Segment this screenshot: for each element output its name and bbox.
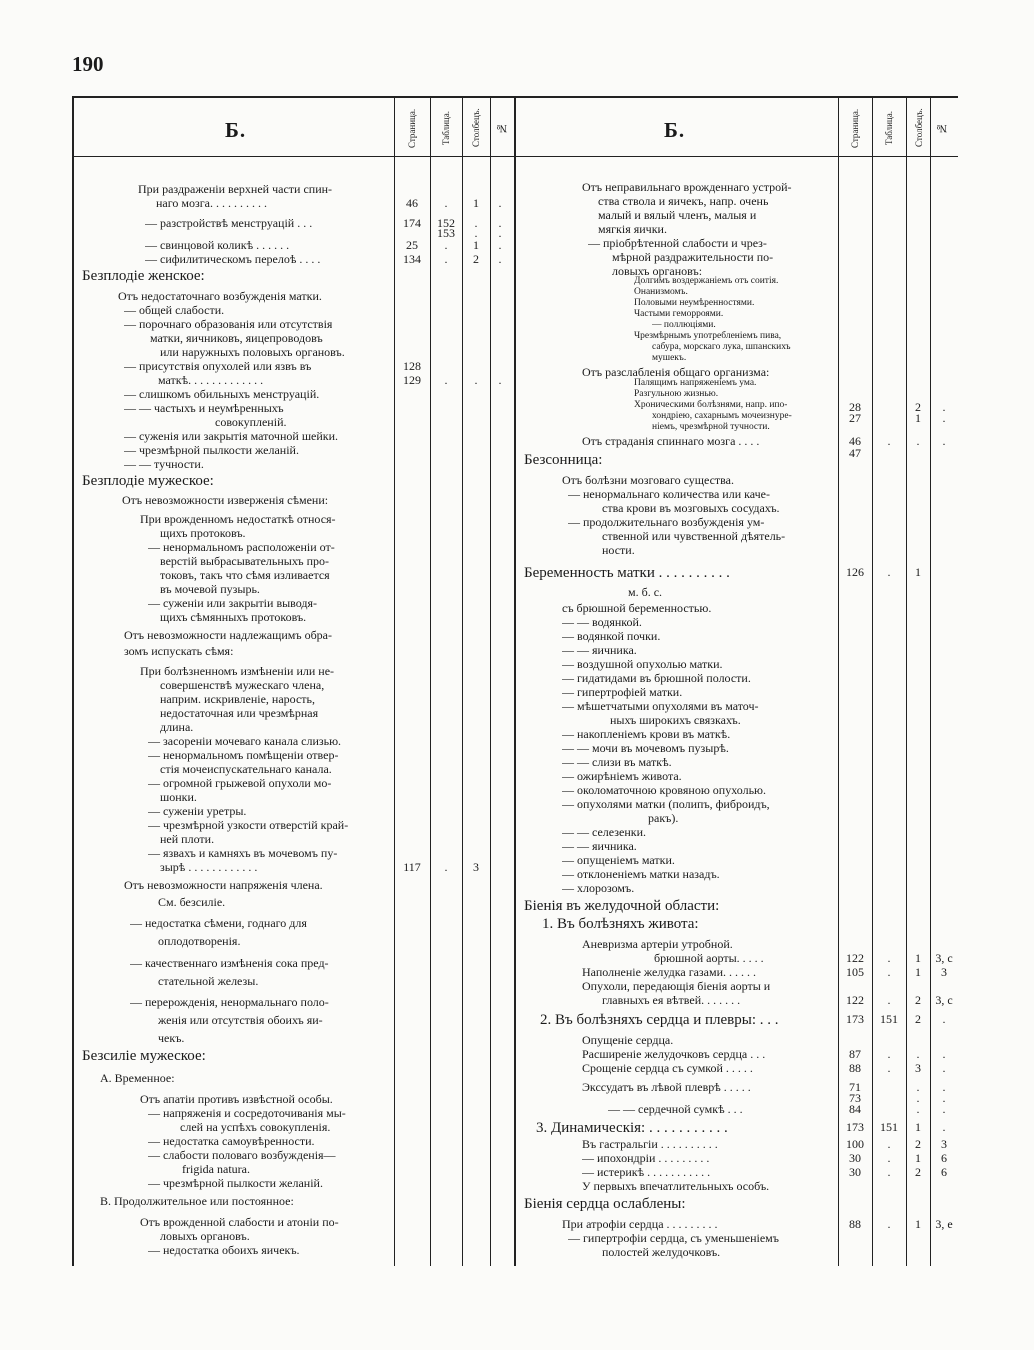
- entry-text: Отъ невозможности надлежащимъ обра-: [124, 628, 332, 642]
- entry-number: 6: [941, 1165, 947, 1179]
- col-header-page: Страница.: [850, 108, 860, 148]
- entry-column: .: [916, 434, 920, 448]
- entry-number: 3, e: [935, 1217, 953, 1231]
- entry-text: При атрофіи сердца . . . . . . . . .: [562, 1217, 718, 1231]
- entry-column: 1: [915, 565, 921, 579]
- entry-page: 30: [849, 1151, 861, 1165]
- entry-table: .: [444, 238, 448, 252]
- table-left-rule: [72, 96, 74, 1266]
- col-header-column: Столбецъ.: [914, 108, 924, 148]
- section-letter-right: Б.: [664, 118, 686, 142]
- entry-text: — пріобрѣтенной слабости и чрез-: [588, 236, 767, 250]
- entry-text: длина.: [160, 720, 194, 734]
- entry-text: Отъ разслабленія общаго организма:: [582, 365, 770, 379]
- entry-text: — ожирѣніемъ живота.: [562, 769, 682, 783]
- entry-text: — воздушной опухолью матки.: [562, 657, 723, 671]
- entry-text: — засореніи мочеваго канала слизью.: [148, 734, 342, 748]
- page-number: 190: [72, 52, 104, 76]
- entry-page: 30: [849, 1165, 861, 1179]
- col-header-column: Столбецъ.: [471, 108, 481, 148]
- entry-text: — общей слабости.: [124, 303, 225, 317]
- entry-text: При раздраженіи верхней части спин-: [138, 182, 333, 196]
- entry-text: мѣрной раздражительности по-: [612, 250, 774, 264]
- entry-page: 73: [849, 1091, 861, 1105]
- entry-text: Половыми неумѣренностями.: [634, 298, 755, 308]
- entry-text: — — тучности.: [124, 457, 204, 471]
- entry-table: .: [887, 965, 891, 979]
- entry-table: 153: [437, 226, 455, 240]
- entry-column: 2: [473, 252, 479, 266]
- entry-page: 129: [403, 373, 421, 387]
- entry-table: .: [887, 993, 891, 1007]
- entry-table: .: [887, 1217, 891, 1231]
- entry-column: .: [916, 1102, 920, 1116]
- entry-text: щихъ сѣмянныхъ протоковъ.: [160, 610, 307, 624]
- entry-column: 3: [473, 860, 479, 874]
- entry-text: Наполненіе желудка газами. . . . . .: [582, 965, 757, 979]
- entry-text: Отъ невозможности изверженія сѣмени:: [122, 493, 329, 507]
- entry-text: Частыми геморроями.: [634, 309, 724, 319]
- entry-text: — недостатка обоихъ яичекъ.: [148, 1243, 300, 1257]
- entry-text: полостей желудочковъ.: [602, 1245, 721, 1259]
- entry-text: 2. Въ болѣзняхъ сердца и плевры: . . .: [540, 1012, 779, 1028]
- entry-page: 88: [849, 1061, 861, 1075]
- entry-page: 71: [849, 1080, 861, 1094]
- entry-column: 1: [915, 965, 921, 979]
- entry-table: .: [887, 1137, 891, 1151]
- entry-text: ней плоти.: [160, 832, 215, 846]
- entry-text: — слишкомъ обильныхъ менструацій.: [124, 387, 320, 401]
- entry-text: — — селезенки.: [562, 825, 646, 839]
- entry-text: — опухолями матки (полипъ, фиброидъ,: [562, 797, 770, 811]
- entry-text: ственной или чувственной дѣятель-: [602, 529, 786, 543]
- entry-text: ловыхъ органовъ.: [160, 1229, 250, 1243]
- entry-text: стія мочеиспускательнаго канала.: [160, 762, 332, 776]
- entry-text: — — яичника.: [562, 643, 637, 657]
- entry-text: Отъ страданія спиннаго мозга . . . .: [582, 434, 760, 448]
- entry-page: 174: [403, 216, 421, 230]
- entry-text: Срощеніе сердца съ сумкой . . . . .: [582, 1061, 753, 1075]
- entry-page: 88: [849, 1217, 861, 1231]
- entry-text: сабура, морскаго лука, шпанскихъ: [652, 342, 791, 352]
- entry-table: .: [444, 373, 448, 387]
- entry-column: 1: [473, 196, 479, 210]
- entry-number: .: [498, 216, 502, 230]
- entry-number: .: [498, 373, 502, 387]
- entry-number: .: [942, 434, 946, 448]
- entry-text: малый и вялый членъ, малыя и: [598, 208, 757, 222]
- entry-text: мягкія яички.: [598, 222, 667, 236]
- entry-text: недостаточная или чрезмѣрная: [160, 706, 319, 720]
- entry-text: — суженіи уретры.: [148, 804, 247, 818]
- entry-text: Аневризма артеріи утробной.: [582, 937, 733, 951]
- entry-text: маткѣ. . . . . . . . . . . . .: [158, 373, 264, 387]
- entry-text: Онанизмомъ.: [634, 287, 688, 297]
- entry-number: 3: [941, 965, 947, 979]
- entry-text: — недостатка сѣмени, годнаго для: [130, 916, 307, 930]
- section-letter-left: Б.: [225, 118, 247, 142]
- entry-text: совершенствѣ мужескаго члена,: [160, 678, 325, 692]
- entry-text: — гидатидами въ брюшной полости.: [562, 671, 751, 685]
- entry-text: — суженія или закрытія маточной шейки.: [124, 429, 339, 443]
- entry-text: — — водянкой.: [562, 615, 642, 629]
- entry-text: — перерожденія, ненормальнаго поло-: [130, 995, 329, 1009]
- left-col-rule: [490, 96, 491, 1266]
- entry-text: въ мочевой пузырь.: [160, 582, 260, 596]
- entry-number: .: [942, 1061, 946, 1075]
- entry-column: 1: [915, 1120, 921, 1134]
- entry-number: .: [498, 252, 502, 266]
- entry-text: Опущеніе сердца.: [582, 1033, 674, 1047]
- entry-text: А. Временное:: [100, 1071, 175, 1085]
- entry-column: 2: [915, 400, 921, 414]
- entry-text: — ненормальнаго количества или каче-: [568, 487, 770, 501]
- entry-column: 2: [915, 1012, 921, 1026]
- col-header-no: №: [936, 122, 948, 134]
- col-header-page: Страница.: [407, 108, 417, 148]
- entry-text: 1. Въ болѣзняхъ живота:: [542, 916, 699, 932]
- entry-number: .: [942, 1120, 946, 1134]
- entry-column: 1: [915, 951, 921, 965]
- entry-table: .: [444, 196, 448, 210]
- right-col-rule: [838, 96, 839, 1266]
- entry-text: зомъ испускать сѣмя:: [124, 644, 234, 658]
- entry-text: брюшной аорты. . . . .: [654, 951, 764, 965]
- entry-number: .: [942, 1091, 946, 1105]
- entry-text: главныхъ ея вѣтвей. . . . . . .: [602, 993, 741, 1007]
- entry-column: 1: [915, 1151, 921, 1165]
- entry-text: Біенія сердца ослаблены:: [524, 1196, 686, 1212]
- entry-text: — отклоненіемъ матки назадъ.: [562, 867, 720, 881]
- left-col-rule: [394, 96, 395, 1266]
- entry-text: — чрезмѣрной пылкости желаній.: [124, 443, 299, 457]
- entry-text: Отъ врожденной слабости и атоніи по-: [140, 1215, 339, 1229]
- entry-text: — разстройствѣ менструацій . . .: [145, 216, 313, 230]
- entry-page: 122: [846, 951, 864, 965]
- entry-text: или наружныхъ половыхъ органовъ.: [160, 345, 345, 359]
- entry-text: При болѣзненномъ измѣненіи или не-: [140, 664, 335, 678]
- entry-column: 2: [915, 1165, 921, 1179]
- entry-text: — мѣшетчатыми опухолями въ маточ-: [562, 699, 759, 713]
- entry-text: — гипертрофіей матки.: [562, 685, 683, 699]
- entry-column: .: [916, 1080, 920, 1094]
- entry-number: 3: [941, 1137, 947, 1151]
- entry-text: ніемъ, чрезмѣрной тучности.: [652, 422, 770, 432]
- entry-text: Отъ недостаточнаго возбужденія матки.: [118, 289, 322, 303]
- entry-text: — водянкой почки.: [562, 629, 661, 643]
- entry-column: 1: [915, 1217, 921, 1231]
- entry-text: Отъ апатіи противъ извѣстной особы.: [140, 1092, 333, 1106]
- entry-text: слей на успѣхъ совокупленія.: [180, 1120, 331, 1134]
- entry-number: .: [942, 1047, 946, 1061]
- entry-text: — — яичника.: [562, 839, 637, 853]
- entry-text: стательной железы.: [158, 974, 259, 988]
- entry-text: хондріею, сахарнымъ мочеизнуре-: [652, 411, 792, 421]
- entry-page: 46: [406, 196, 418, 210]
- entry-text: Безсиліе мужеское:: [82, 1048, 206, 1064]
- entry-text: совокупленій.: [215, 415, 287, 429]
- entry-text: — опущеніемъ матки.: [562, 853, 675, 867]
- entry-text: женія или отсутствія обоихъ яи-: [158, 1013, 323, 1027]
- middle-rule: [514, 96, 516, 1266]
- entry-text: В. Продолжительное или постоянное:: [100, 1194, 294, 1208]
- entry-page: 126: [846, 565, 864, 579]
- entry-page: 122: [846, 993, 864, 1007]
- entry-page: 173: [846, 1120, 864, 1134]
- entry-number: 6: [941, 1151, 947, 1165]
- entry-text: — свинцовой коликѣ . . . . . .: [145, 238, 290, 252]
- entry-page: 87: [849, 1047, 861, 1061]
- entry-table: .: [887, 565, 891, 579]
- entry-column: 2: [915, 993, 921, 1007]
- entry-text: мушекъ.: [652, 353, 687, 363]
- entry-text: — ненормальномъ расположеніи от-: [148, 540, 335, 554]
- entry-text: ности.: [602, 543, 635, 557]
- entry-text: — гипертрофіи сердца, съ уменьшеніемъ: [568, 1231, 779, 1245]
- entry-text: Безплодіе мужеское:: [82, 473, 214, 489]
- entry-text: — ипохондріи . . . . . . . . .: [582, 1151, 710, 1165]
- entry-text: — — слизи въ маткѣ.: [562, 755, 672, 769]
- entry-text: — чрезмѣрной пылкости желаній.: [148, 1176, 323, 1190]
- entry-text: — недостатка самоувѣренности.: [148, 1134, 315, 1148]
- entry-table: .: [887, 1151, 891, 1165]
- entry-column: 1: [473, 238, 479, 252]
- entry-text: См. безсиліе.: [158, 895, 226, 909]
- entry-page: 28: [849, 400, 861, 414]
- entry-text: ства ствола и яичекъ, напр. очень: [598, 194, 769, 208]
- entry-number: .: [942, 1012, 946, 1026]
- entry-page: 27: [849, 411, 861, 425]
- entry-column: .: [916, 1047, 920, 1061]
- entry-table: 151: [880, 1120, 898, 1134]
- entry-text: чекъ.: [158, 1031, 185, 1045]
- entry-page: 46: [849, 434, 861, 448]
- entry-number: 3, c: [935, 993, 953, 1007]
- entry-column: .: [916, 1091, 920, 1105]
- entry-page: 105: [846, 965, 864, 979]
- entry-column: 3: [915, 1061, 921, 1075]
- entry-text: — поллюціями.: [652, 320, 716, 330]
- entry-table: .: [887, 951, 891, 965]
- entry-page: 128: [403, 359, 421, 373]
- col-header-table: Таблица.: [884, 111, 894, 145]
- entry-text: Въ гастральгіи . . . . . . . . . .: [582, 1137, 718, 1151]
- entry-column: 2: [915, 1137, 921, 1151]
- entry-text: шонки.: [160, 790, 197, 804]
- entry-page: 134: [403, 252, 421, 266]
- entry-number: .: [498, 238, 502, 252]
- col-header-table: Таблица.: [441, 111, 451, 145]
- entry-text: — порочнаго образованія или отсутствія: [124, 317, 333, 331]
- entry-text: Экссудатъ въ лѣвой плеврѣ . . . . .: [582, 1080, 751, 1094]
- entry-text: щихъ протоковъ.: [160, 526, 246, 540]
- right-col-rule: [872, 96, 873, 1266]
- entry-page: 47: [849, 446, 861, 460]
- entry-text: Опухоли, передающія біенія аорты и: [582, 979, 771, 993]
- entry-text: Хроническими болѣзнями, напр. ипо-: [634, 400, 788, 410]
- entry-text: — хлорозомъ.: [562, 881, 635, 895]
- entry-text: ракъ).: [648, 811, 679, 825]
- entry-table: 152: [437, 216, 455, 230]
- entry-text: наприм. искривленіе, нарость,: [160, 692, 316, 706]
- entry-text: — — сердечной сумкѣ . . .: [608, 1102, 743, 1116]
- entry-column: 1: [915, 411, 921, 425]
- entry-text: верстій выбрасывательныхъ про-: [160, 554, 330, 568]
- entry-text: При врожденномъ недостаткѣ относя-: [140, 512, 336, 526]
- entry-text: — напряженія и сосредоточиванія мы-: [148, 1106, 346, 1120]
- entry-text: Расширеніе желудочковъ сердца . . .: [582, 1047, 766, 1061]
- entry-page: 25: [406, 238, 418, 252]
- entry-text: — продолжительнаго возбужденія ум-: [568, 515, 765, 529]
- entry-column: .: [474, 226, 478, 240]
- entry-text: м. б. с.: [628, 585, 663, 599]
- entry-page: 117: [403, 860, 421, 874]
- entry-text: — присутствія опухолей или язвъ въ: [124, 359, 312, 373]
- entry-text: Отъ болѣзни мозговаго существа.: [562, 473, 735, 487]
- entry-text: — околоматочною кровяною опухолью.: [562, 783, 767, 797]
- entry-number: .: [498, 196, 502, 210]
- entry-text: — чрезмѣрной узкости отверстій край-: [148, 818, 349, 832]
- entry-number: 3, c: [935, 951, 953, 965]
- entry-text: Чрезмѣрнымъ употребленіемъ пива,: [634, 331, 782, 341]
- entry-page: 84: [849, 1102, 861, 1116]
- entry-table: .: [887, 1165, 891, 1179]
- entry-text: — качественнаго измѣненія сока пред-: [130, 956, 329, 970]
- entry-number: .: [942, 411, 946, 425]
- entry-page: 100: [846, 1137, 864, 1151]
- entry-text: — истерикѣ . . . . . . . . . . .: [582, 1165, 711, 1179]
- entry-table: .: [444, 860, 448, 874]
- entry-text: наго мозга. . . . . . . . . .: [156, 196, 267, 210]
- entry-text: ства крови въ мозговыхъ сосудахъ.: [602, 501, 780, 515]
- entry-table: .: [887, 1061, 891, 1075]
- left-col-rule: [430, 96, 431, 1266]
- entry-text: оплодотворенія.: [158, 934, 241, 948]
- entry-text: — язвахъ и камняхъ въ мочевомъ пу-: [148, 846, 338, 860]
- entry-text: — — частыхъ и неумѣренныхъ: [124, 401, 284, 415]
- entry-text: Отъ невозможности напряженія члена.: [124, 878, 323, 892]
- entry-text: съ брюшной беременностью.: [562, 601, 712, 615]
- entry-text: Долгимъ воздержаніемъ отъ соитія.: [634, 276, 779, 286]
- left-col-rule: [462, 96, 463, 1266]
- entry-text: — слабости половаго возбужденія—: [148, 1148, 336, 1162]
- entry-page: 173: [846, 1012, 864, 1026]
- entry-text: матки, яичниковъ, яицепроводовъ: [150, 331, 323, 345]
- entry-text: frigida natura.: [182, 1162, 250, 1176]
- entry-number: .: [942, 1102, 946, 1116]
- entry-number: .: [942, 400, 946, 414]
- entry-text: — накопленіемъ крови въ маткѣ.: [562, 727, 731, 741]
- entry-text: — сифилитическомъ перелоѣ . . . .: [145, 252, 321, 266]
- entry-table: .: [887, 434, 891, 448]
- entry-text: зырѣ . . . . . . . . . . . .: [160, 860, 258, 874]
- entry-table: .: [444, 252, 448, 266]
- entry-text: Палящимъ напряженіемъ ума.: [634, 378, 757, 388]
- entry-text: У первыхъ впечатлительныхъ особъ.: [582, 1179, 770, 1193]
- col-header-no: №: [496, 122, 508, 134]
- entry-text: Безсонница:: [524, 452, 603, 468]
- entry-text: 3. Динамическія: . . . . . . . . . . .: [536, 1120, 728, 1136]
- entry-text: токовъ, такъ что сѣмя изливается: [160, 568, 330, 582]
- entry-column: .: [474, 373, 478, 387]
- entry-table: 151: [880, 1012, 898, 1026]
- entry-text: — суженіи или закрытіи выводя-: [148, 596, 318, 610]
- entry-text: Отъ неправильнаго врожденнаго устрой-: [582, 180, 792, 194]
- entry-text: Безплодіе женское:: [82, 268, 205, 284]
- entry-text: Біенія въ желудочной области:: [524, 898, 720, 914]
- entry-table: .: [887, 1047, 891, 1061]
- entry-text: — огромной грыжевой опухоли мо-: [148, 776, 332, 790]
- entry-text: Разгульною жизнью.: [634, 389, 719, 399]
- entry-text: — — мочи въ мочевомъ пузырѣ.: [562, 741, 729, 755]
- entry-text: Беременность матки . . . . . . . . . .: [524, 565, 730, 581]
- entry-text: — ненормальномъ помѣщеніи отвер-: [148, 748, 339, 762]
- entry-number: .: [942, 1080, 946, 1094]
- entry-number: .: [498, 226, 502, 240]
- entry-column: .: [474, 216, 478, 230]
- entry-text: ловыхъ органовъ:: [612, 264, 703, 278]
- entry-text: ныхъ широкихъ связкахъ.: [610, 713, 741, 727]
